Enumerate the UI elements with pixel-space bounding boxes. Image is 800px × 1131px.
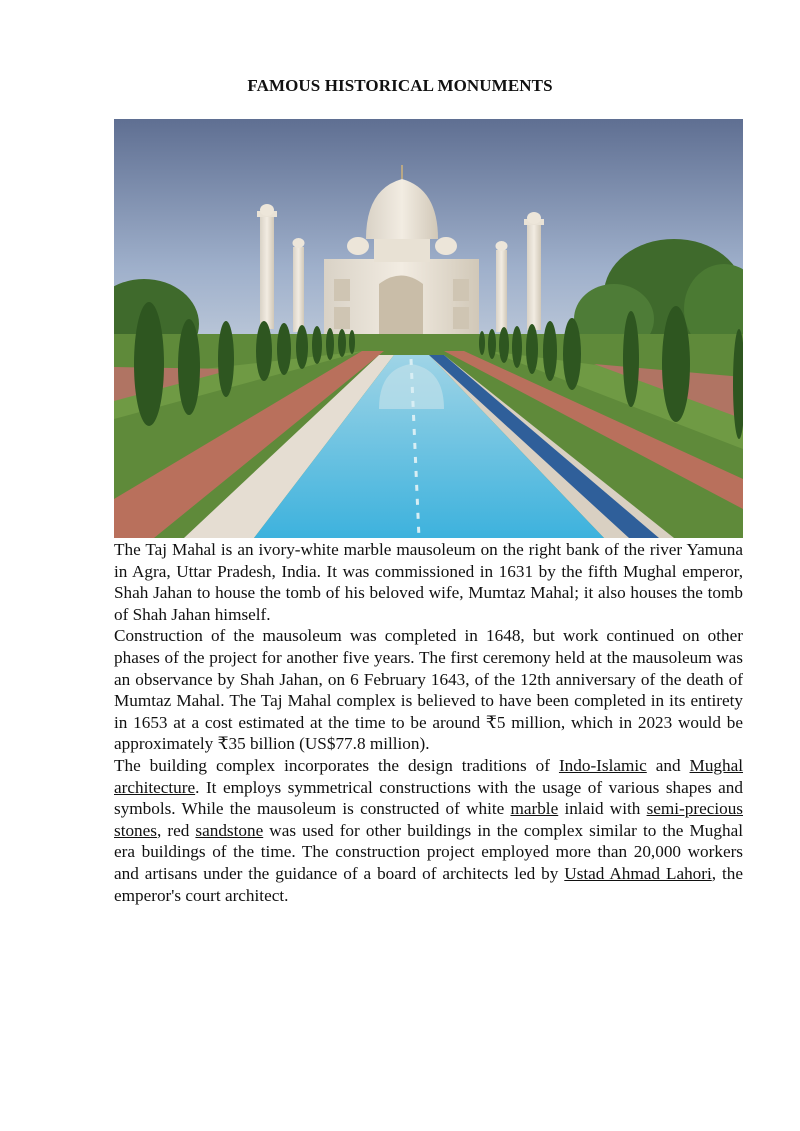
taj-mahal-photo bbox=[114, 119, 743, 538]
paragraph-3-text: inlaid with bbox=[558, 799, 647, 819]
document-title: FAMOUS HISTORICAL MONUMENTS bbox=[247, 76, 553, 95]
paragraph-1: The Taj Mahal is an ivory-white marble mausoleum on the right bank of the river Yamuna in Agra, Uttar Pradesh, India. It was commissioned in 1631 by the fifth Mughal emperor, Shah Jahan to house the tomb of his beloved wife, Mumtaz Mahal; it also houses the tomb of Shah Jahan himself. bbox=[114, 540, 743, 624]
paragraph-3-text: and bbox=[646, 755, 690, 775]
paragraph-3-text: The building complex incorporates the design traditions of bbox=[114, 755, 559, 775]
paragraph-3-text: was used for other buildings in the complex similar to the Mughal era buildings of the time. The construction project employed more than 20,000 workers and artisans under the guidance of a board of architects led by bbox=[114, 820, 743, 883]
article-body bbox=[114, 539, 743, 906]
paragraph-3 bbox=[114, 755, 743, 906]
link-marble[interactable]: marble bbox=[510, 799, 559, 819]
paragraph-3-text: , the emperor's court architect. bbox=[114, 863, 744, 905]
link-indo-islamic[interactable]: Indo-Islamic bbox=[558, 755, 647, 775]
paragraph-2: Construction of the mausoleum was completed in 1648, but work continued on other phases of the project for another five years. The first ceremony held at the mausoleum was an observance by Shah Jahan, on 6 February 1643, of the 12th anniversary of the death of Mumtaz Mahal. The Taj Mahal complex is believed to have been completed in its entirety in 1653 at a cost estimated at the time to be around ₹5 million, which in 2023 would be approximately ₹35 billion (US$77.8 million). bbox=[114, 626, 743, 754]
link-semi-precious-stones[interactable]: semi-precious stones bbox=[114, 799, 743, 840]
link-sandstone[interactable]: sandstone bbox=[195, 820, 264, 840]
link-mughal-architecture[interactable]: Mughal architecture bbox=[114, 755, 743, 797]
paragraph-3-text: , red bbox=[156, 820, 196, 840]
paragraph-3-text: . It employs symmetrical constructions with the usage of various shapes and symbols. While the mausoleum is constructed of white bbox=[114, 777, 743, 819]
link-ustad-ahmad-lahori[interactable]: Ustad Ahmad Lahori bbox=[564, 863, 712, 883]
